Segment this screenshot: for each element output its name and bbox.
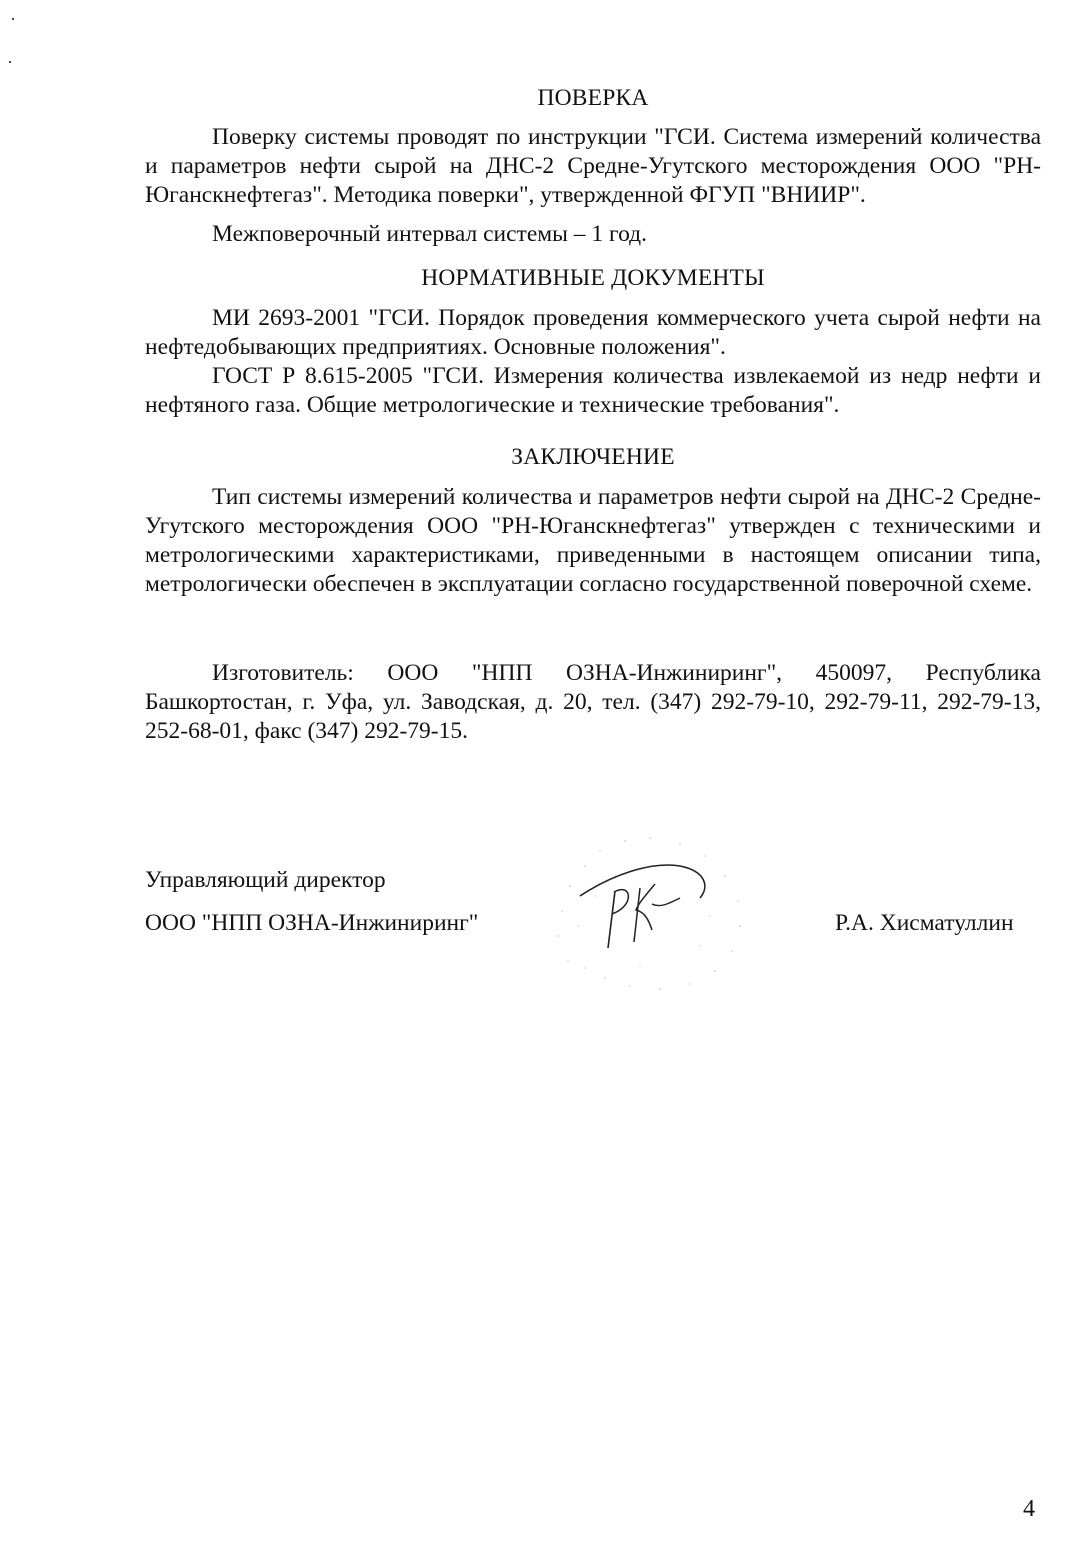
normative-document-item: МИ 2693-2001 "ГСИ. Порядок проведения коммерческого учета сырой нефти на нефтедобывающих предприятиях. Основные положения". xyxy=(145,305,1041,360)
handwritten-signature-icon xyxy=(540,826,760,996)
section-conclusion xyxy=(145,443,1041,599)
scan-artifact xyxy=(12,18,14,20)
section-heading-verification: ПОВЕРКА xyxy=(537,85,649,111)
manufacturer-paragraph: Изготовитель: ООО "НПП ОЗНА-Инжиниринг", 450097, Республика Башкортостан, г. Уфа, ул. Заводская, д. 20, тел. (347) 292-79-10, 292-79-11, 292-79-13, 252-68-01, факс (347) 292-79-15. xyxy=(145,660,1041,744)
verification-interval: Межповерочный интервал системы – 1 год. xyxy=(212,221,648,247)
signer-name: Р.А. Хисматуллин xyxy=(835,910,1014,936)
section-heading-conclusion: ЗАКЛЮЧЕНИЕ xyxy=(511,444,675,470)
verification-paragraph: Поверку системы проводят по инструкции "ГСИ. Система измерений количества и параметров нефти сырой на ДНС-2 Средне-Угутского месторождения ООО "РН-Юганскнефтегаз". Методика поверки", утвержденной ФГУП "ВНИИР". xyxy=(145,124,1041,208)
section-normative-documents xyxy=(145,264,1041,420)
signer-position: Управляющий директор xyxy=(145,867,386,893)
section-manufacturer xyxy=(145,659,1041,746)
signature-block xyxy=(145,866,1045,996)
page-number: 4 xyxy=(1023,1496,1035,1522)
signer-organization: ООО "НПП ОЗНА-Инжиниринг" xyxy=(145,910,479,936)
normative-document-item: ГОСТ Р 8.615-2005 "ГСИ. Измерения количества извлекаемой из недр нефти и нефтяного газа. Общие метрологические и технические требования". xyxy=(145,363,1041,418)
conclusion-paragraph: Тип системы измерений количества и параметров нефти сырой на ДНС-2 Средне-Угутского месторождения ООО "РН-Юганскнефтегаз" утвержден с техническими и метрологическими характеристиками, приведенными в настоящем описании типа, метрологически обеспечен в эксплуатации согласно государственной поверочной схеме. xyxy=(145,484,1041,597)
section-heading-normative-documents: НОРМАТИВНЫЕ ДОКУМЕНТЫ xyxy=(421,265,765,291)
section-verification xyxy=(145,84,1041,249)
scan-artifact xyxy=(9,61,11,63)
